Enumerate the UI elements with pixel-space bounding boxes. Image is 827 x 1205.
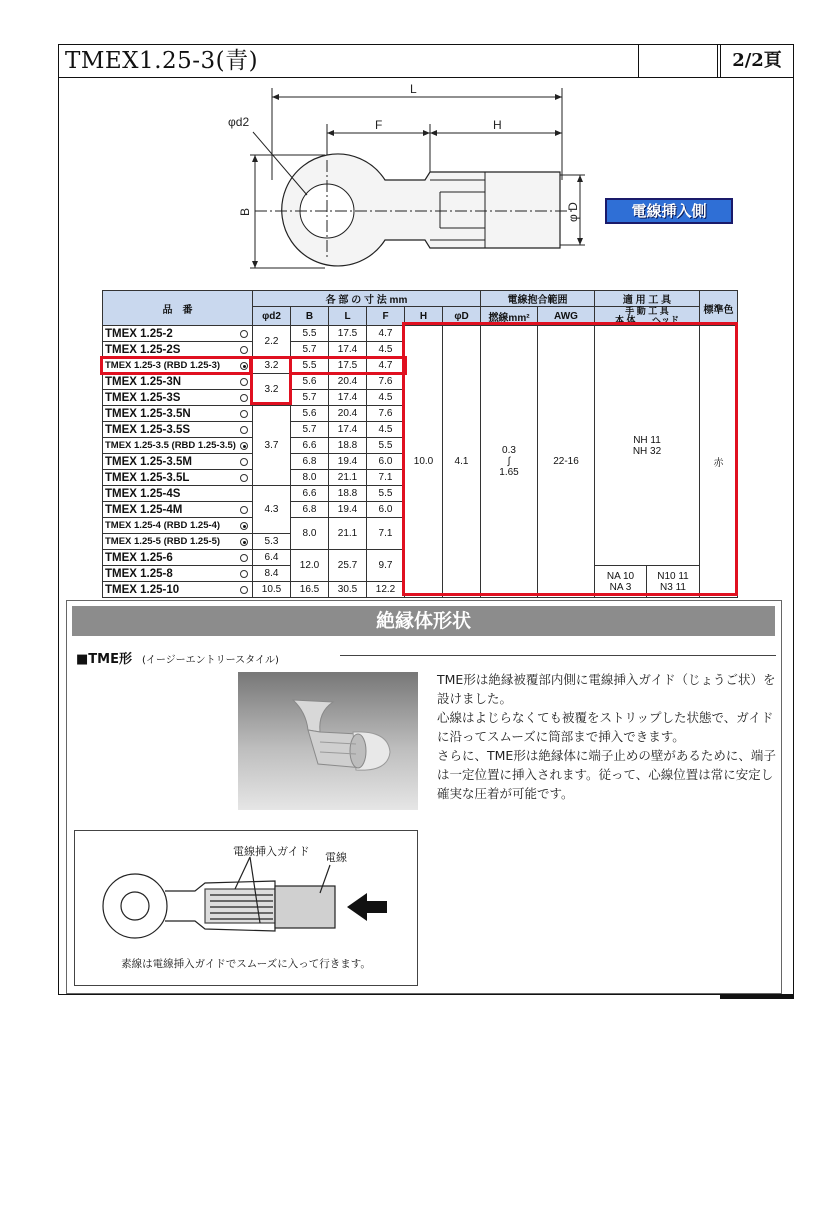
open-circle-icon — [240, 378, 248, 386]
cell-L: 20.4 — [329, 406, 367, 422]
insertion-diagram — [74, 830, 418, 986]
open-circle-icon — [240, 506, 248, 514]
header-color: 標準色 — [700, 291, 738, 326]
cell-D: 4.1 — [443, 326, 481, 598]
part-number: TMEX 1.25-5 (RBD 1.25-5) — [103, 534, 253, 550]
part-number: TMEX 1.25-3.5N — [103, 406, 253, 422]
cell-B: 5.7 — [291, 422, 329, 438]
cell-F: 7.6 — [367, 406, 405, 422]
cell-L: 18.8 — [329, 438, 367, 454]
part-number: TMEX 1.25-3 (RBD 1.25-3) — [103, 358, 253, 374]
cell-F: 6.0 — [367, 502, 405, 518]
cell-B: 6.8 — [291, 454, 329, 470]
cell-F: 4.5 — [367, 390, 405, 406]
filled-circle-icon — [240, 538, 248, 546]
terminal-photo — [238, 672, 418, 810]
part-number: TMEX 1.25-3.5L — [103, 470, 253, 486]
part-number: TMEX 1.25-4S — [103, 486, 253, 502]
cell-B: 5.7 — [291, 342, 329, 358]
cell-F: 9.7 — [367, 550, 405, 582]
cell-B: 6.6 — [291, 438, 329, 454]
part-number: TMEX 1.25-2 — [103, 326, 253, 342]
cell-d2: 5.3 — [253, 534, 291, 550]
cell-F: 4.7 — [367, 358, 405, 374]
cell-L: 17.5 — [329, 326, 367, 342]
header-part-number: 品 番 — [103, 291, 253, 326]
open-circle-icon — [240, 554, 248, 562]
header-D: φD — [443, 307, 481, 326]
cell-L: 20.4 — [329, 374, 367, 390]
part-number: TMEX 1.25-10 — [103, 582, 253, 598]
cell-d2: 10.5 — [253, 582, 291, 598]
diagram-wire-label: 電線 — [325, 851, 347, 864]
insulation-title: 絶縁体形状 — [72, 606, 775, 636]
open-circle-icon — [240, 458, 248, 466]
label-d2: φd2 — [228, 115, 250, 129]
cell-d2: 6.4 — [253, 550, 291, 566]
header-wire-range: 電線抱合範囲 — [481, 291, 595, 307]
cell-awg: 22-16 — [538, 326, 595, 598]
open-circle-icon — [240, 410, 248, 418]
part-number: TMEX 1.25-4 (RBD 1.25-4) — [103, 518, 253, 534]
cell-F: 7.6 — [367, 374, 405, 390]
cell-F: 6.0 — [367, 454, 405, 470]
cell-B: 8.0 — [291, 518, 329, 550]
desc-paragraph-3: さらに、TME形は絶縁体に端子止めの壁があるために、端子は一定位置に挿入されます。従って、心線位置は常に安定し確実な圧着が可能です。 — [437, 748, 776, 801]
header-L: L — [329, 307, 367, 326]
insertion-arrow-icon — [347, 893, 387, 921]
cell-L: 18.8 — [329, 486, 367, 502]
tme-label: ■TME形 — [76, 652, 132, 667]
table-row — [103, 326, 738, 342]
cell-F: 5.5 — [367, 486, 405, 502]
cell-B: 6.6 — [291, 486, 329, 502]
cell-color: 赤 — [700, 326, 738, 598]
cell-B: 5.6 — [291, 406, 329, 422]
cell-F: 12.2 — [367, 582, 405, 598]
label-F: F — [375, 118, 383, 132]
cell-tool-head-na: N10 11 N3 11 — [647, 566, 700, 598]
tme-description — [437, 670, 779, 803]
cell-L: 21.1 — [329, 518, 367, 550]
cell-L: 17.4 — [329, 342, 367, 358]
cell-d2: 8.4 — [253, 566, 291, 582]
open-circle-icon — [240, 426, 248, 434]
cell-d2: 2.2 — [253, 326, 291, 358]
filled-circle-icon — [240, 442, 248, 450]
document-title: TMEX1.25-3(青) — [65, 48, 259, 74]
header-F: F — [367, 307, 405, 326]
cell-B: 5.7 — [291, 390, 329, 406]
cell-mm2: 0.3 ∫ 1.65 — [481, 326, 538, 598]
part-number: TMEX 1.25-3.5 (RBD 1.25-3.5) — [103, 438, 253, 454]
part-number: TMEX 1.25-3.5S — [103, 422, 253, 438]
label-D: φ D — [566, 202, 580, 222]
cell-F: 4.5 — [367, 422, 405, 438]
cell-tool-main: NH 11 NH 32 — [595, 326, 700, 566]
header-tool-top: 手 動 工 具 — [625, 306, 669, 316]
cell-tool-body-na: NA 10 NA 3 — [595, 566, 647, 598]
heading-rule — [340, 655, 776, 656]
cell-L: 19.4 — [329, 454, 367, 470]
terminal-drawing — [215, 80, 595, 280]
part-number: TMEX 1.25-6 — [103, 550, 253, 566]
cell-d2: 3.2 — [253, 374, 291, 406]
cell-L: 30.5 — [329, 582, 367, 598]
cell-d2: 3.2 — [253, 358, 291, 374]
part-number: TMEX 1.25-4M — [103, 502, 253, 518]
header-tool-body: 本 体 — [614, 315, 636, 325]
part-number: TMEX 1.25-8 — [103, 566, 253, 582]
cell-d2: 4.3 — [253, 486, 291, 534]
cell-B: 8.0 — [291, 470, 329, 486]
header-tool-head: ヘッド — [652, 315, 680, 325]
filled-circle-icon — [240, 522, 248, 530]
cell-L: 17.5 — [329, 358, 367, 374]
part-number: TMEX 1.25-3N — [103, 374, 253, 390]
part-number: TMEX 1.25-3S — [103, 390, 253, 406]
header-d2: φd2 — [253, 307, 291, 326]
cell-L: 21.1 — [329, 470, 367, 486]
open-circle-icon — [240, 474, 248, 482]
diagram-guide-label: 電線挿入ガイド — [233, 845, 310, 858]
part-number: TMEX 1.25-3.5M — [103, 454, 253, 470]
diagram-caption: 素線は電線挿入ガイドでスムーズに入って行きます。 — [121, 958, 371, 970]
header-tool: 適 用 工 具 — [595, 291, 700, 307]
cell-L: 17.4 — [329, 390, 367, 406]
cell-F: 4.7 — [367, 326, 405, 342]
cell-L: 19.4 — [329, 502, 367, 518]
cell-L: 17.4 — [329, 422, 367, 438]
header-H: H — [405, 307, 443, 326]
header-blank-cell — [638, 45, 717, 77]
tme-sublabel: (イージーエントリースタイル) — [141, 655, 279, 666]
desc-paragraph-2: 心線はよじらなくても被覆をストリップした状態で、ガイドに沿ってスムーズに筒部まで挿入できます。 — [437, 710, 774, 744]
open-circle-icon — [240, 330, 248, 338]
header-awg: AWG — [538, 307, 595, 326]
insertion-diagram-drawing — [75, 831, 417, 961]
filled-circle-icon — [240, 362, 248, 370]
footer-bar — [720, 995, 794, 999]
cell-B: 5.5 — [291, 358, 329, 374]
header-dimensions: 各 部 の 寸 法 mm — [253, 291, 481, 307]
tme-type-heading — [76, 648, 279, 667]
cell-F: 4.5 — [367, 342, 405, 358]
label-B: B — [238, 207, 252, 216]
page-number: 2/2頁 — [720, 45, 793, 77]
part-number: TMEX 1.25-2S — [103, 342, 253, 358]
header-mm2: 撚線mm² — [481, 307, 538, 326]
cell-B: 5.6 — [291, 374, 329, 390]
cell-F: 7.1 — [367, 470, 405, 486]
cell-L: 25.7 — [329, 550, 367, 582]
cell-B: 16.5 — [291, 582, 329, 598]
spec-table — [102, 290, 738, 598]
header-B: B — [291, 307, 329, 326]
cell-F: 7.1 — [367, 518, 405, 550]
label-H: H — [493, 118, 502, 132]
open-circle-icon — [240, 346, 248, 354]
open-circle-icon — [240, 586, 248, 594]
cell-F: 5.5 — [367, 438, 405, 454]
document-header — [58, 44, 794, 78]
header-tool-sub — [595, 307, 700, 326]
cell-B: 6.8 — [291, 502, 329, 518]
label-L: L — [410, 82, 417, 96]
wire-insertion-side-label: 電線挿入側 — [605, 198, 733, 224]
cell-H: 10.0 — [405, 326, 443, 598]
cell-B: 5.5 — [291, 326, 329, 342]
desc-paragraph-1: TME形は絶縁被覆部内側に電線挿入ガイド（じょうご状）を設けました。 — [437, 672, 776, 706]
cell-d2: 3.7 — [253, 406, 291, 486]
open-circle-icon — [240, 570, 248, 578]
open-circle-icon — [240, 394, 248, 402]
cell-B: 12.0 — [291, 550, 329, 582]
